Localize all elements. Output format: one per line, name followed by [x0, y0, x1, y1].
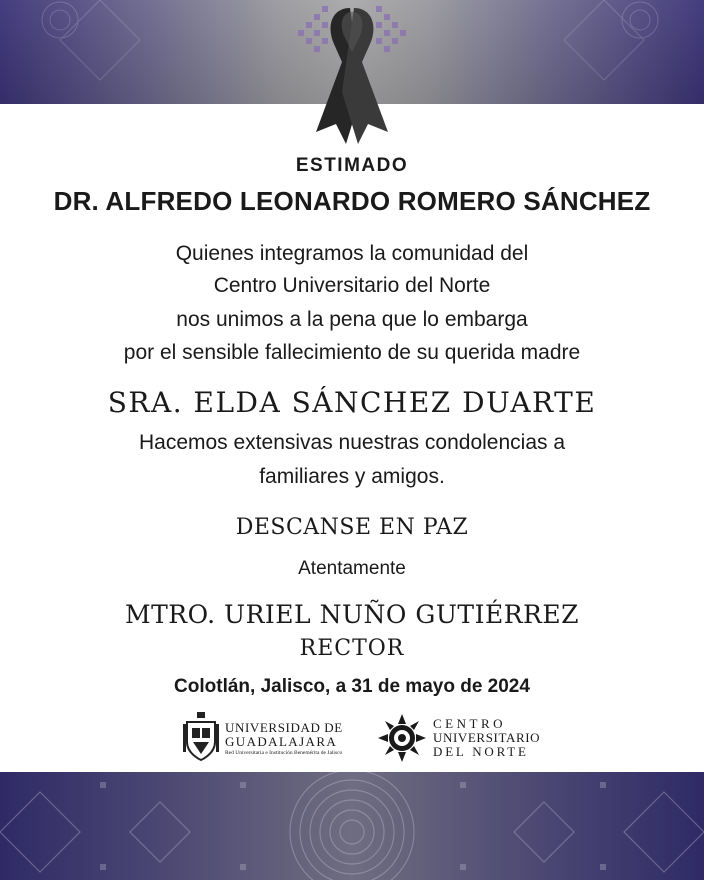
- cun-name-line2: UNIVERSITARIO: [433, 730, 541, 745]
- cun-emblem-icon: [378, 714, 426, 762]
- udg-name-line1: UNIVERSIDAD DE: [225, 720, 343, 735]
- udg-shield-icon: [181, 712, 221, 764]
- band-spiral-pattern: [0, 772, 704, 880]
- deceased-name: SRA. ELDA SÁNCHEZ DUARTE: [107, 386, 597, 419]
- udg-tagline: Red Universitaria e Institución Benemérita de Jalisco: [225, 750, 343, 756]
- message-line: nos unimos a la pena que lo embarga: [176, 308, 528, 331]
- condolence-line: familiares y amigos.: [259, 465, 445, 488]
- mourning-ribbon-icon: [292, 0, 412, 150]
- greeting: ESTIMADO: [295, 155, 409, 176]
- condolence-line: Hacemos extensivas nuestras condolencias a: [138, 431, 566, 454]
- closing: Atentamente: [298, 558, 406, 579]
- signer-name: MTRO. URIEL NUÑO GUTIÉRREZ: [125, 600, 579, 629]
- message-line: Quienes integramos la comunidad del: [175, 242, 529, 265]
- logos: [0, 708, 704, 768]
- signer-title: RECTOR: [299, 636, 405, 661]
- udg-logo: [181, 710, 351, 766]
- rest-in-peace: DESCANSE EN PAZ: [235, 515, 469, 540]
- message-line: por el sensible fallecimiento de su querida madre: [123, 341, 581, 364]
- bottom-decorative-band: [0, 772, 704, 880]
- cun-name-line1: CENTRO: [433, 716, 506, 731]
- honoree-name: DR. ALFREDO LEONARDO ROMERO SÁNCHEZ: [53, 186, 651, 216]
- udg-name-line2: GUADALAJARA: [225, 734, 338, 749]
- cun-name-line3: DEL NORTE: [433, 744, 529, 759]
- place-date: Colotlán, Jalisco, a 31 de mayo de 2024: [174, 676, 530, 697]
- message-line: Centro Universitario del Norte: [213, 274, 491, 297]
- cun-logo: [378, 710, 541, 766]
